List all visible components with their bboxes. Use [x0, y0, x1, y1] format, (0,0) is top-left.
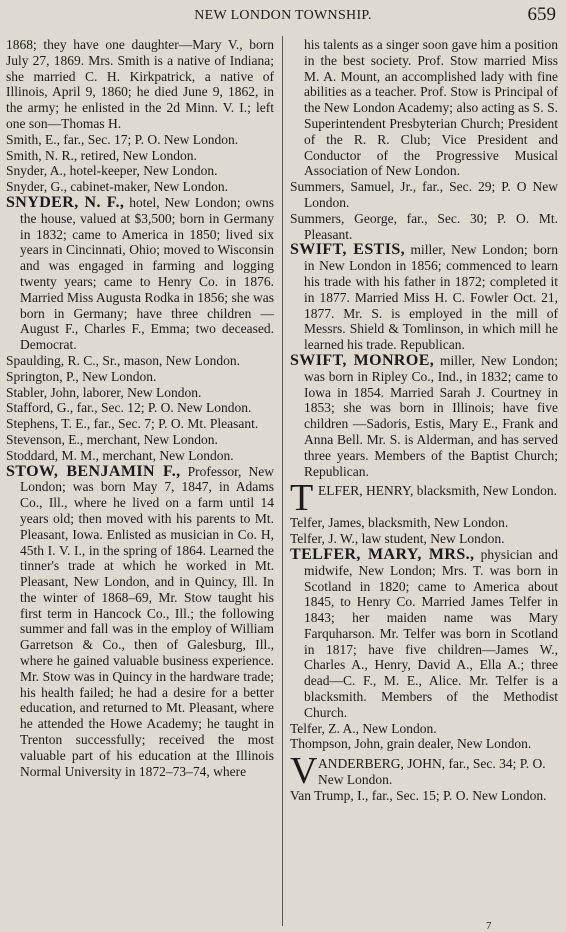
- entry-text: Stephens, T. E., far., Sec. 7; P. O. Mt. Pleasant.: [6, 416, 259, 432]
- entry-name: SNYDER, N. F.,: [6, 193, 125, 211]
- right-column: [290, 37, 558, 804]
- entry-text: Summers, Samuel, Jr., far., Sec. 29; P. O New London.: [290, 179, 558, 210]
- entry-name: SWIFT, ESTIS,: [290, 241, 406, 259]
- entry-text: Van Trump, I., far., Sec. 15; P. O. New London.: [290, 788, 547, 804]
- entry-name: STOW, BENJAMIN F.,: [6, 462, 181, 480]
- entry-continuation: [290, 37, 558, 179]
- entry-text: Telfer, J. W., law student, New London.: [290, 531, 505, 547]
- directory-entry: [6, 353, 274, 369]
- entry-text: hotel, New London; owns the house, valued at $3,500; born in Germany in 1832; came to America in 1850; lived six years in Cincinnati, Ohio; moved to Wisconsin and was engaged in farming and logging twenty years; came to Henry Co. in 1876. Married Miss Augusta Rodka in 1856; she was born in Germany; have three children — August F., Charles F., Emma; two deceased. Democrat.: [20, 194, 274, 353]
- entry-text: Stabler, John, laborer, New London.: [6, 384, 202, 400]
- entry-text: Professor, New London; was born May 7, 1847, in Adams Co., Ill., where he lived on a farm until 14 years old; then moved with his parents to Mt. Pleasant, Iowa. Enlisted as musician in Co. H, 45th I. V. I., in the spring of 1864. Learned the tinner's trade at which he worked in Mt. Pleasant, New London, and in Quincy, Ill. In the winter of 1868–69, Mr. Stow taught his first term in Hancock Co., Ill.; the following summer and fall was in the employ of William Garretson & Co., then of Galesburg, Ill., where he gained valuable business experience. Mr. Stow was in Quincy in the hardware trade; his health failed; he had a desire for a better education, and returned to Mt. Pleasant, where he attended the Howe Academy; he taught in Trenton successfully; received the most valuable part of his education at the Illinois Normal University in 1872–73–74, where: [20, 463, 274, 779]
- directory-entry: [290, 736, 558, 752]
- directory-entry: [290, 531, 558, 547]
- column-divider: [282, 36, 283, 926]
- entry-name: SWIFT, MONROE,: [290, 351, 435, 369]
- entry-text: miller, New London; was born in Ripley Co., Ind., in 1832; came to Iowa in 1854. Married Sarah J. Courtney in 1853; she was born in Illinois; have five children —Sadoris, Estis, Mary E., Frank and Anna Bell. Mr. S. is Alderman, and has served three years. Members of the Baptist Church; Republican.: [304, 352, 559, 479]
- directory-entry: [6, 464, 274, 780]
- entry-text: Springton, P., New London.: [6, 368, 157, 384]
- entry-text: 1868; they have one daughter—Mary V., born July 27, 1869. Mrs. Smith is a native of Indiana; she married C. H. Kirkpatrick, a native of Illinois, April 9, 1860; he died June 9, 1862, in the army; he enlisted in the 2d Minn. V. I.; left one son—Thomas H.: [6, 37, 274, 131]
- entry-text: miller, New London; born in New London in 1856; commenced to learn his trade with his father in 1872; completed it in 1877. Married Miss H. C. Fowler Oct. 21, 1877. Mr. S. is employed in the mill of Messrs. Shield & Tomlinson, in which mill he learned his trade. Republican.: [304, 242, 558, 353]
- directory-entry: [6, 148, 274, 164]
- left-column: [6, 37, 274, 779]
- directory-entry: [6, 416, 274, 432]
- entry-text: Smith, N. R., retired, New London.: [6, 147, 197, 163]
- directory-entry: [290, 515, 558, 531]
- directory-entry: [290, 353, 558, 479]
- drop-cap-letter: T: [290, 477, 314, 520]
- directory-entry: [6, 385, 274, 401]
- page-number: 659: [527, 4, 556, 25]
- page-title: NEW LONDON TOWNSHIP.: [194, 8, 372, 23]
- signature-mark: 7: [486, 920, 492, 932]
- directory-entry: [290, 750, 558, 793]
- entry-text: Snyder, A., hotel-keeper, New London.: [6, 163, 218, 179]
- directory-entry: [290, 179, 558, 211]
- entry-text: Summers, George, far., Sec. 30; P. O. Mt. Pleasant.: [290, 210, 558, 242]
- directory-entry: [290, 477, 558, 520]
- directory-entry: [290, 721, 558, 737]
- directory-entry: [6, 132, 274, 148]
- entry-text: his talents as a singer soon gave him a position in the best society. Prof. Stow married Miss M. A. Mount, an accomplished lady with fine abilities as a teacher. Prof. Stow is Principal of the New London Academy; also acting as S. S. Superintendent Presbyterian Church; President of the R. R. Club; Vice President and Conductor of the Progressive Musical Association of New London.: [304, 37, 558, 179]
- drop-cap-letter: V: [290, 750, 318, 793]
- entry-text: Stevenson, E., merchant, New London.: [6, 431, 218, 447]
- directory-entry: [6, 195, 274, 353]
- directory-entry: [6, 163, 274, 179]
- entry-continuation: [6, 37, 274, 132]
- entry-text: Spaulding, R. C., Sr., mason, New London.: [6, 352, 241, 368]
- directory-entry: [290, 211, 558, 243]
- entry-text: ELFER, HENRY, blacksmith, New London.: [318, 483, 557, 499]
- directory-entry: [290, 242, 558, 353]
- entry-text: Snyder, G., cabinet-maker, New London.: [6, 179, 228, 195]
- entry-text: Stafford, G., far., Sec. 12; P. O. New London.: [6, 400, 252, 416]
- directory-entry: [6, 179, 274, 195]
- entry-text: Thompson, John, grain dealer, New London.: [290, 736, 532, 752]
- entry-text: Telfer, James, blacksmith, New London.: [290, 515, 509, 531]
- entry-text: Telfer, Z. A., New London.: [290, 720, 437, 736]
- directory-entry: [6, 369, 274, 385]
- directory-entry: [290, 547, 558, 721]
- directory-entry: [6, 448, 274, 464]
- directory-entry: [6, 432, 274, 448]
- entry-name: TELFER, MARY, MRS.,: [290, 545, 475, 563]
- entry-text: ANDERBERG, JOHN, far., Sec. 34; P. O. New London.: [318, 756, 546, 788]
- directory-entry: [6, 400, 274, 416]
- running-head: [0, 4, 566, 28]
- entry-text: physician and midwife, New London; Mrs. T. was born in Scotland in 1820; came to America about 1845, to Henry Co. Married James Telfer in 1843; her maiden name was Mary Farquharson. Mr. Telfer was born in Scotland in 1817; have five children—James W., Charles A., Henry, David A., Ella A.; three dead—C. F., M. E., Alice. Mr. Telfer is a blacksmith. Members of the Methodist Church.: [304, 546, 559, 720]
- entry-text: Stoddard, M. M., merchant, New London.: [6, 447, 234, 463]
- directory-entry: [290, 788, 558, 804]
- entry-text: Smith, E., far., Sec. 17; P. O. New London.: [6, 131, 239, 147]
